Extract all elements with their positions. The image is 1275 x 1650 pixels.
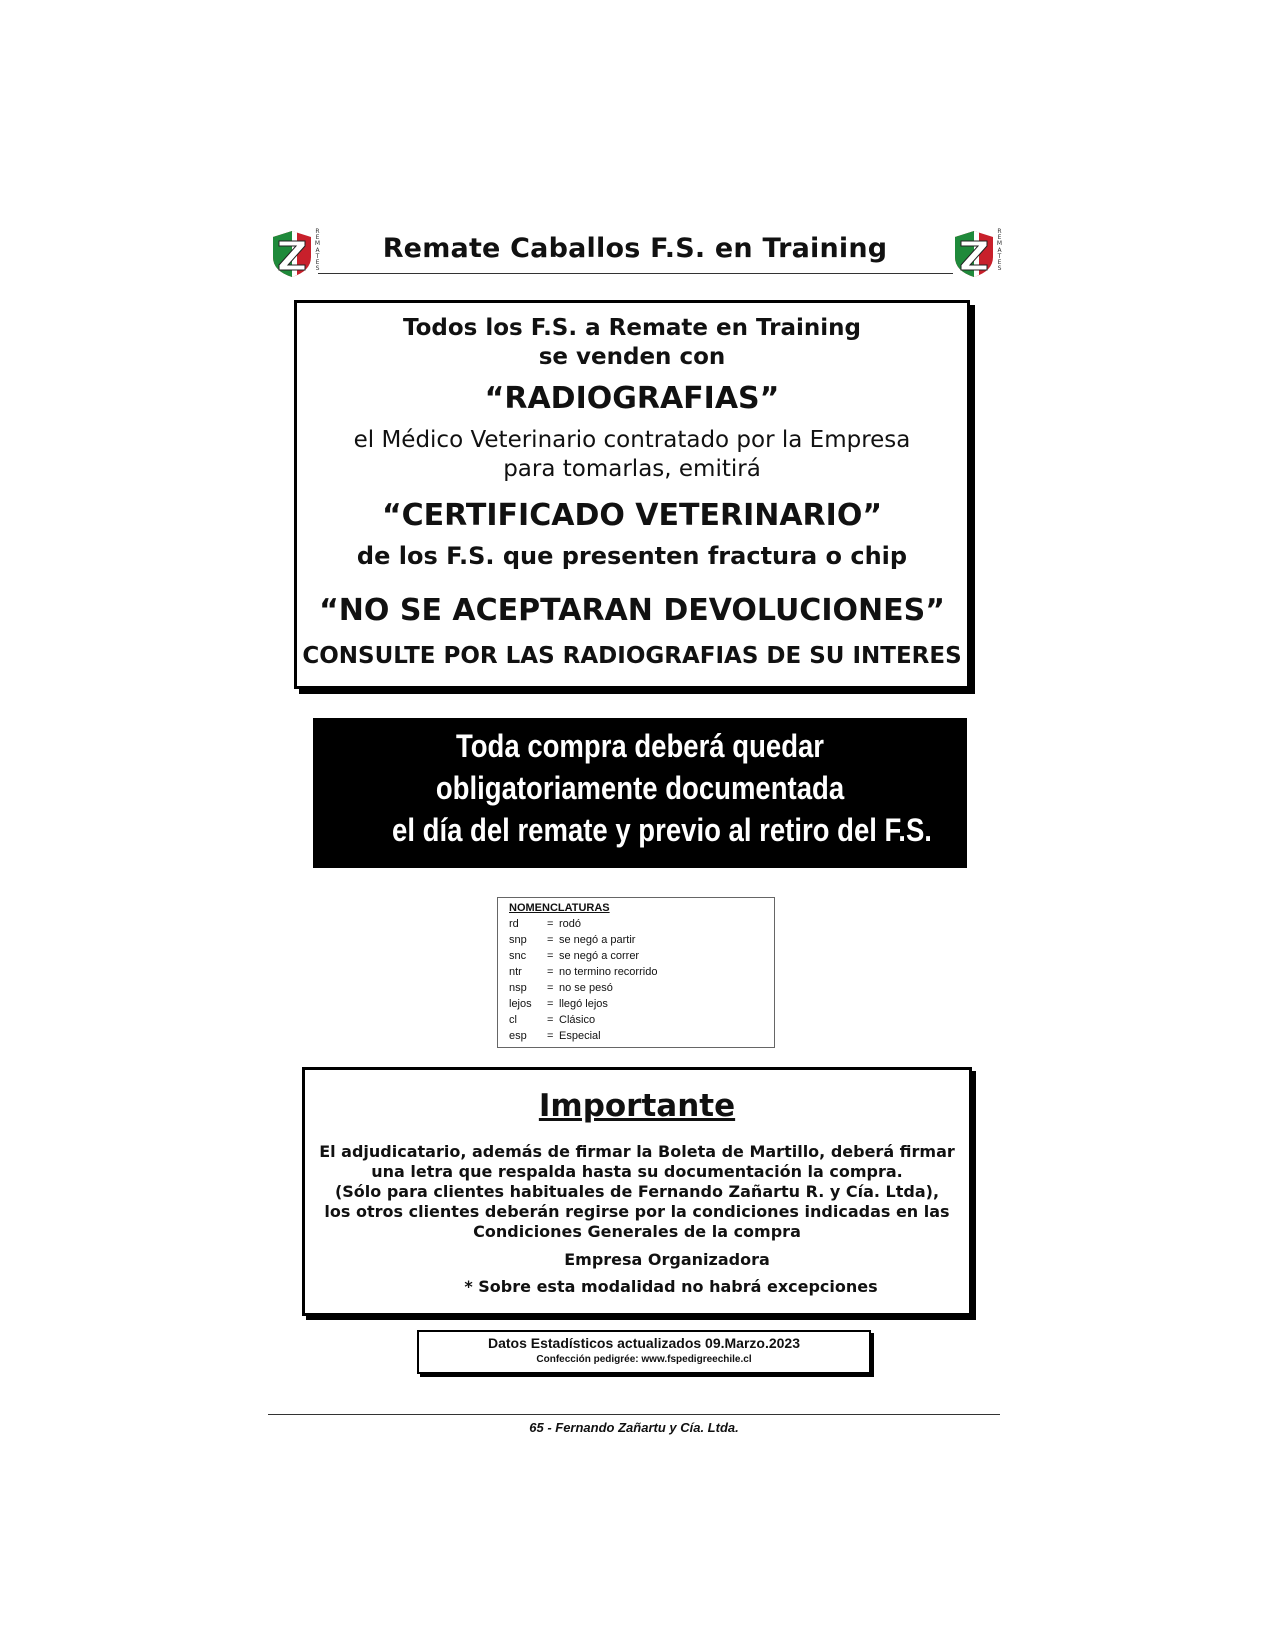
nomenclatura-meaning: no termino recorrido (559, 966, 658, 978)
nomenclatura-row (509, 982, 769, 998)
logo-remates-text: R E M A T E S (314, 228, 321, 273)
pedigree-source: Confección pedigrée: www.fspedigreechile.cl (536, 1354, 752, 1365)
nomenclatura-abbr: rd (509, 918, 519, 930)
statistics-update-date: Datos Estadísticos actualizados 09.Marzo.2023 (487, 1335, 800, 1351)
nomenclatura-row (509, 918, 769, 934)
notice-line-4: el Médico Veterinario contratado por la Empresa (353, 427, 911, 453)
nomenclatura-row (509, 950, 769, 966)
nomenclatura-abbr: lejos (509, 998, 532, 1010)
banner-line-2: obligatoriamente documentada (435, 770, 845, 806)
notice-devoluciones-heading: “NO SE ACEPTARAN DEVOLUCIONES” (319, 593, 945, 628)
nomenclatura-meaning: no se pesó (559, 982, 613, 994)
nomenclatura-meaning: se negó a correr (559, 950, 640, 962)
nomenclatura-abbr: cl (509, 1014, 517, 1026)
page-title: Remate Caballos F.S. en Training (382, 233, 888, 264)
page-footer: 65 - Fernando Zañartu y Cía. Ltda. (529, 1420, 739, 1435)
nomenclatura-row (509, 934, 769, 950)
nomenclatura-row (509, 1014, 769, 1030)
nomenclatura-abbr: ntr (509, 966, 522, 978)
header-divider (318, 273, 953, 274)
nomenclatura-equals: = (547, 966, 554, 978)
company-logo-left (271, 229, 321, 279)
nomenclatura-equals: = (547, 934, 554, 946)
notice-line-7: de los F.S. que presenten fractura o chip (356, 542, 908, 570)
logo-remates-text: R E M A T E S (996, 228, 1003, 273)
notice-certificado-heading: “CERTIFICADO VETERINARIO” (381, 498, 883, 533)
footer-divider (268, 1414, 1000, 1415)
nomenclatura-row (509, 1030, 769, 1046)
nomenclatura-abbr: nsp (509, 982, 527, 994)
nomenclatura-row (509, 998, 769, 1014)
nomenclatura-equals: = (547, 982, 554, 994)
purchase-documentation-banner (313, 718, 967, 868)
nomenclatura-equals: = (547, 918, 554, 930)
nomenclatura-meaning: rodó (559, 918, 582, 930)
notice-consulte-line: CONSULTE POR LAS RADIOGRAFIAS DE SU INTERES (302, 643, 962, 669)
importante-line-3: (Sólo para clientes habituales de Fernando Zañartu R. y Cía. Ltda), (334, 1182, 940, 1201)
importante-line-5: Condiciones Generales de la compra (473, 1222, 801, 1241)
nomenclatura-meaning: Clásico (559, 1014, 596, 1026)
nomenclatura-row (509, 966, 769, 982)
statistics-update-box (417, 1330, 871, 1374)
nomenclatura-equals: = (547, 1030, 554, 1042)
radiografias-notice-box (294, 300, 970, 689)
nomenclatura-equals: = (547, 998, 554, 1010)
nomenclatura-meaning: llegó lejos (559, 998, 608, 1010)
importante-no-exceptions: * Sobre esta modalidad no habrá excepciones (464, 1277, 878, 1296)
nomenclaturas-title: NOMENCLATURAS (509, 902, 610, 914)
nomenclatura-equals: = (547, 1014, 554, 1026)
notice-line-2: se venden con (538, 344, 726, 370)
nomenclatura-meaning: se negó a partir (559, 934, 636, 946)
nomenclatura-equals: = (547, 950, 554, 962)
importante-title: Importante (538, 1088, 736, 1124)
nomenclatura-abbr: snp (509, 934, 527, 946)
notice-radiografias-heading: “RADIOGRAFIAS” (484, 381, 780, 416)
nomenclaturas-table (497, 897, 775, 1048)
notice-line-1: Todos los F.S. a Remate en Training (402, 315, 862, 341)
company-logo-right (953, 229, 1003, 279)
importante-line-4: los otros clientes deberán regirse por la condiciones indicadas en las (324, 1202, 950, 1221)
importante-line-1: El adjudicatario, además de firmar la Boleta de Martillo, deberá firmar (319, 1142, 955, 1161)
importante-organizer: Empresa Organizadora (564, 1250, 770, 1269)
notice-line-5: para tomarlas, emitirá (503, 456, 761, 482)
importante-box (302, 1067, 972, 1316)
importante-line-2: una letra que respalda hasta su documentación la compra. (371, 1162, 903, 1181)
banner-line-3: el día del remate y previo al retiro del F.S. (392, 812, 932, 848)
nomenclatura-meaning: Especial (559, 1030, 601, 1042)
nomenclatura-abbr: esp (509, 1030, 527, 1042)
banner-line-1: Toda compra deberá quedar (455, 728, 825, 764)
nomenclatura-abbr: snc (509, 950, 527, 962)
